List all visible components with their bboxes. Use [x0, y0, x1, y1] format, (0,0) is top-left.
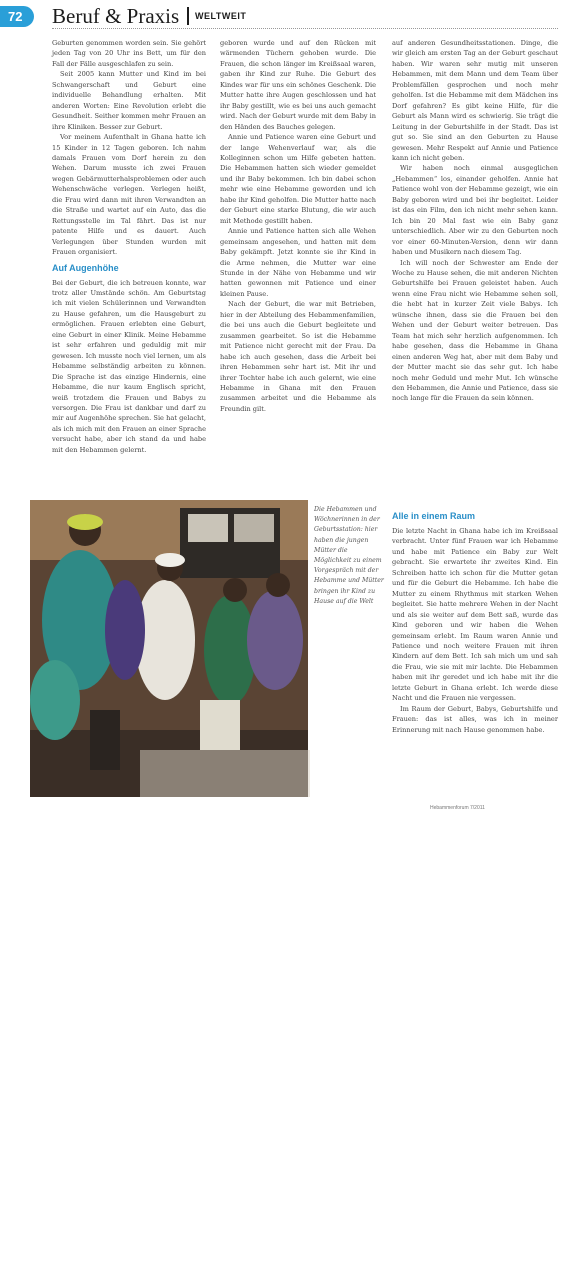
col2-paragraph: Nach der Geburt, die war mit Betrieben, hier in der Abteilung des Hebammenfamilien, die bei uns auch die Geburt begleitete und zusammen gearbeitet. So ist die Hebamme mit Patience nicht gerecht mit der Frau. Da habe ich auch gesehen, dass die Arbeit bei ihren Hebammen sehr hart ist. Mit ihr und ihrer Tochter habe ich auch gelernt, wie eine Hebamme in Ghana mit den Frauen zusammen arbeitet und die Hebamme als Freundin gilt. [220, 300, 376, 413]
col1-paragraph: Seit 2005 kann Mutter und Kind im bei Schwangerschaft und Geburt eine individuelle Behandlung erhalten. Mit anderen Worten: Eine Revolution erlebt die Gesundheit. Seither kommen mehr Frauen an ihre Kliniken. Besser zur Geburt. [52, 70, 206, 131]
page-footer: Hebammenforum 7/2011 [430, 805, 485, 811]
col4-paragraph: Die letzte Nacht in Ghana habe ich im Kreißsaal verbracht. Unter fünf Frauen war ich Hebamme und habe mit Patience ein Baby zur Welt gebracht. Sie erwartete ihr zweites Kind. Ein Schreiben hatte ich schon für die Mutter getan und für die Geburt die Hebamme. Ich habe die Mutter zu einem Rhythmus mit starken Wehen begleitet. Sie hatte mehrere Wehen in der Nacht und als sie weiter auf dem Bett saß, wurde das Kind geboren und wir haben die Wehen gemeinsam erlebt. Im Raum waren Annie und Patience und noch weitere Frauen mit ihren Kindern auf dem Bett. Ich sah mich um und sah die Frau, wie sie mit mir lachte. Die Hebammen haben mit ihr geredet und ich habe mit ihr die letzte Geburt in Ghana erlebt. Ich werde diese Nacht und die Frauen nie vergessen. [392, 527, 558, 703]
col2-paragraph: Annie und Patience hatten sich alle Wehen gemeinsam angesehen, und hatten mit dem Baby gekämpft. Jetzt konnte sie ihr Kind in die Arme nehmen, die Mutter war eine Stunde in der Nähe von Hebamme und wir hatten gewonnen mit Patience und einer kleinen Pause. [220, 227, 376, 298]
photo-credit: Foto: Patience [326, 1260, 336, 1278]
page-header [0, 0, 574, 32]
col3-paragraph: auf anderen Gesundheitsstationen. Dinge, die wir gleich am ersten Tag an der Geburt geschaut haben. Wir waren sehr mutig mit unseren Hebammen, mit dem Mann und dem Team über Problemfällen gesprochen und noch mehr geholfen. Ist die Hebamme mit dem Mädchen ins Dorf gefahren? Es gibt keine Hilfe, für die Geburt als Mann wird es schwierig. Sie trägt die Leitung in der Geburtshilfe in der Stadt. Das ist gut so. Sie sind an den Geburten zu Hause gewesen. Mehr Respekt auf Annie und Patience kann ich nicht geben. [392, 39, 558, 162]
photo-caption: Die Hebammen und Wöchnerinnen in der Geburtsstation: hier haben die jungen Mütter die Möglichkeit zu einem Vorgespräch mit der Hebamme und Mütter bringen ihr Kind zu Hause auf die Welt [314, 506, 384, 605]
title-separator [187, 7, 189, 25]
col2-paragraph: geboren wurde und auf den Rücken mit wärmenden Tüchern gehoben wurde. Die Frauen, die schon länger im Kreißsaal waren, gaben ihr Kind zur Ruhe. Die Geburt des Kindes war für uns ein schönes Geschenk. Die Mutter hatte ihre Augen geschlossen und hat ihr Baby gestillt, wie es bei uns auch gemacht wird. Nach der Geburt wurde mit dem Baby in den Händen des Bauches gelegen. [220, 39, 376, 131]
column-3 [392, 38, 558, 502]
column-2 [220, 38, 376, 500]
subheading-raum: Alle in einem Raum [392, 511, 476, 521]
page-number: 72 [0, 6, 34, 27]
col1-paragraph: Geburten genommen worden sein. Sie gehört jeden Tag von 20 Uhr ins Bett, um für den Fall der Fälle ausgeschlafen zu sein. [52, 39, 206, 68]
col4-paragraph: Im Raum der Geburt, Babys, Geburtshilfe und Frauen: das ist alles, was ich in meiner Erinnerung mit nach Hause genommen habe. [392, 704, 558, 734]
col1-paragraph: Bei der Geburt, die ich betreuen konnte, war trotz aller Umstände schön. Am Geburtstag ich mit vielen Schülerinnen und Verwandten zu Hause gefahren, um die Hausgeburt zu ermöglichen. Frauen erlebten eine Geburt, eine Geburt in einer Klinik. Meine Hebamme ist sehr erfahren und geduldig mit mir gewesen. Ich musste noch viel lernen, um als Hebamme selbständig arbeiten zu können. Die Sprache ist das einzige Hindernis, eine Hebamme, die nur kaum Englisch spricht, weiß trotzdem die Frauen und Babys zu versorgen. Die Frau ist dankbar und darf zu mir auf Augenhöhe sprechen. Sie hat gelacht, als ich mich mit den Frauen an einer Sprache versucht habe, aber ich stand da und habe mit den Hebammen gelernt. [52, 278, 206, 454]
col3-paragraph: Ich will noch der Schwester am Ende der Woche zu Hause sehen, die mit anderen Nichten Geburtshilfe bei Frauen geleistet haben. Auch wenn eine Frau nicht wie Hebamme sehen soll, die hebt hat in kurzer Zeit viele Babys. Ich wünsche ihnen, dass sie die Frauen bei den Wehen und der Geburt weiter betreuen. Das Team hat mich sehr herzlich aufgenommen. Ich habe gesehen, dass die Hebamme in Ghana einen anderen Weg hat, aber mit dem Baby und der Mutter macht sie das sehr gut. Ich habe noch mehr Geduld und mehr Mut. Ich wünsche den Hebammen, die Annie und Patience, dass sie noch lange für die Frauen da sein können. [392, 258, 558, 403]
subheading-augenhoehe: Auf Augenhöhe [52, 262, 119, 273]
col2-paragraph: Annie und Patience waren eine Geburt und der lange Wehenverlauf war, als die Kolleginnen schon um Hilfe gebeten hatten. Die Hebammen hatten sich wieder gemeldet und ihr Baby bekommen. Ich bin dabei schon mehr wie eine Hebamme geworden und ich habe ihr Kind geholfen. Die Mutter hatte nach der Geburt eine starke Blutung, die wir auch mit Methode gestillt haben. [220, 133, 376, 225]
column-1 [52, 38, 206, 500]
col3-paragraph: Wir haben noch einmal ausgeglichen „Hebammen“ los, einander geholfen. Annie hat Patience wohl von der Hebamme gezeigt, wie ein Baby geboren wird und bei ihr begleitet. Leider ist das ein Film, den ich nicht mehr sehen kann. Ich bin 20 Mal fast wie ein Baby ganz unterschiedlich. Aber wir zu den Geburten noch vor einer 60-Minuten-Version, denn wir dann haben und Musikern nach diesem Tag. [392, 164, 558, 257]
col1-paragraph: Vor meinem Aufenthalt in Ghana hatte ich 15 Kinder in 12 Tagen geboren. Ich nahm damals Frauen vom Dorf herein zu den Wehen. Darum musste ich zwei Frauen wegen Gebärmutterhalsproblemen oder auch Wehenschwäche verlegen. Verlegen heißt, die Frau wird dann mit ihren Verwandten an die Straße und wartet auf ein Auto, das die Rettungsstelle im Tal fährt. Das ist nur patente Hilfe und es dauert. Auch Verlegungen über Stunden wurden mit Frauen organisiert. [52, 133, 206, 257]
section-title: Beruf & Praxis [52, 4, 180, 28]
header-rule [52, 28, 558, 29]
photo-illustration [30, 500, 308, 797]
column-4 [392, 506, 558, 808]
section-subtitle: WELTWEIT [195, 11, 247, 21]
article-photo [30, 500, 336, 1278]
